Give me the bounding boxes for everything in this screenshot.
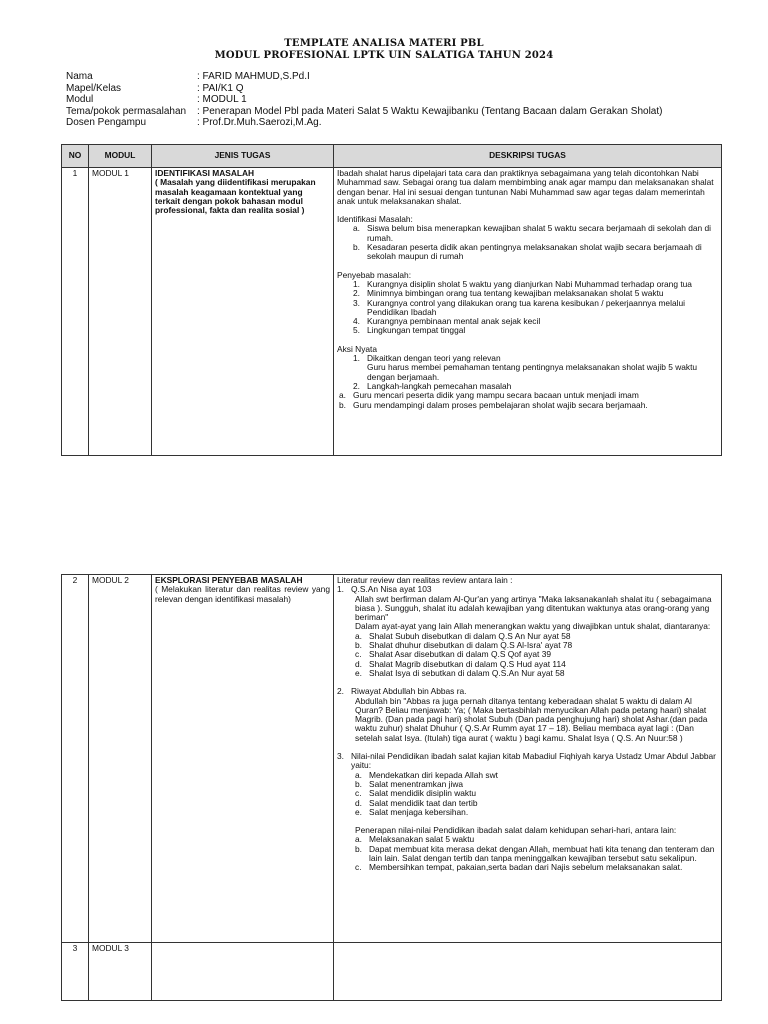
row-no: 2 (62, 575, 89, 943)
list-item: 1. Dikaitkan dengan teori yang relevan (353, 353, 501, 364)
jenis-desc: ( Masalah yang diidentifikasi merupakan masalah keagamaan kontektual yang terkait dengan pokok bahasan modul professional, fakta dan realita sosial ) (155, 177, 316, 216)
list-item: b. Guru mendampingi dalam proses pembelajaran sholat wajib secara berjamaah. (339, 399, 648, 410)
list-item: c. Shalat Asar disebutkan di dalam Q.S Qof ayat 39 (355, 649, 552, 660)
list-item: a. Melaksanakan salat 5 waktu (355, 834, 475, 845)
col-header-jenis: JENIS TUGAS (152, 145, 334, 168)
row-no: 1 (62, 168, 89, 456)
list-item: d. Shalat Magrib disebutkan di dalam Q.S Hud ayat 114 (355, 658, 566, 669)
list-item: 3. Nilai-nilai Pendidikan ibadah salat kajian kitab Mabadiul Fiqhiyah karya Ustadz Umar Abdul Jabbar yaitu: (337, 751, 716, 771)
row-modul: MODUL 1 (89, 168, 152, 456)
row-modul: MODUL 3 (89, 943, 152, 1001)
jenis-title: IDENTIFIKASI MASALAH (155, 168, 255, 178)
doc-title: TEMPLATE ANALISA MATERI PBL (284, 38, 484, 49)
row-no: 3 (62, 943, 89, 1001)
intro-text: Literatur review dan realitas review antara lain : (337, 575, 513, 585)
list-item: a. Mendekatkan diri kepada Allah swt (355, 769, 498, 780)
table-row (62, 575, 722, 943)
list-item: e. Salat menjaga kebersihan. (355, 806, 469, 817)
list-item: c. Salat mendidik disiplin waktu (355, 788, 477, 799)
jenis-title: EKSPLORASI PENYEBAB MASALAH (155, 575, 303, 585)
task-table-part1 (61, 144, 722, 456)
list-item: 4. Kurangnya pembinaan mental anak sejak kecil (353, 316, 541, 327)
info-row-dosen: Dosen Pengampu : Prof.Dr.Muh.Saerozi,M.Ag. (66, 117, 322, 129)
row-deskripsi (334, 168, 722, 456)
col-header-deskripsi: DESKRIPSI TUGAS (334, 145, 722, 168)
jenis-desc: ( Melakukan literatur dan realitas review yang relevan dengan identifikasi masalah) (155, 584, 330, 604)
table-header-row (62, 145, 722, 168)
list-item: 1. Kurangnya disiplin sholat 5 waktu yang dianjurkan Nabi Muhammad terhadap orang tua (353, 278, 692, 289)
row-jenis (152, 943, 334, 1001)
list-item: b. Dapat membuat kita merasa dekat dengan Allah, membuat hati kita tenang dan tenteram dan lain lain. Salat dengan tertib dan tanpa meninggalkan kewajiban tersebut satu sekalipun. (355, 843, 715, 864)
list-item: 3. Kurangnya control yang dilakukan orang tua karena kesibukan / pekerjaannya melalui Pendidikan Ibadah (353, 297, 685, 317)
list-item: a. Siswa belum bisa menerapkan kewajiban shalat 5 waktu secara berjamaah di sekolah dan di rumah. (353, 223, 712, 243)
info-row-mapel: Mapel/Kelas : PAI/K1 Q (66, 82, 244, 94)
item1-text: Allah swt berfirman dalam Al-Qur'an yang artinya "Maka laksanakanlah shalat itu ( sebagaimana biasa ). Sungguh, shalat itu adalah kewajiban yang ditentukan waktunya atas orang-orang yang beriman" (355, 593, 712, 623)
item1-text2: Dalam ayat-ayat yang lain Allah menerangkan waktu yang diwajibkan untuk shalat, diantaranya: (355, 621, 711, 632)
doc-subtitle: MODUL PROFESIONAL LPTK UIN SALATIGA TAHUN 2024 (214, 50, 554, 61)
info-row-modul: Modul : MODUL 1 (66, 94, 247, 106)
list-item: 2. Langkah-langkah pemecahan masalah (353, 380, 512, 391)
list-item: 2. Riwayat Abdullah bin Abbas ra. (337, 686, 467, 697)
list-item: c. Membersihkan tempat, pakaian,serta badan dari Najis sebelum melaksanakan salat. (355, 862, 683, 873)
list-item: d. Salat mendidik taat dan tertib (355, 797, 478, 808)
table-row (62, 943, 722, 1001)
list-item: 5. Lingkungan tempat tinggal (353, 325, 466, 336)
col-header-no: NO (62, 145, 89, 168)
penyebab-label: Penyebab masalah: (337, 269, 412, 280)
row-modul: MODUL 2 (89, 575, 152, 943)
identity-block (66, 71, 662, 129)
task-table-part2 (61, 574, 722, 1001)
table-row (62, 168, 722, 456)
info-row-tema: Tema/pokok permasalahan : Penerapan Model Pbl pada Materi Salat 5 Waktu Kewajibanku (Tentang Bacaan dalam Gerakan Sholat) (66, 105, 663, 117)
list-item: a. Guru mencari peserta didik yang mampu secara bacaan untuk menjadi imam (339, 390, 639, 401)
col-header-modul: MODUL (89, 145, 152, 168)
row-jenis (152, 168, 334, 456)
list-item: 1. Q.S.An Nisa ayat 103 (337, 584, 432, 595)
list-item: a. Shalat Subuh disebutkan di dalam Q.S An Nur ayat 58 (355, 630, 571, 641)
list-item: b. Kesadaran peserta didik akan pentingnya melaksanakan sholat wajib secara berjamaah di sekolah maupun di rumah (353, 242, 702, 262)
aksi-label: Aksi Nyata (337, 343, 378, 354)
info-row-nama: Nama : FARID MAHMUD,S.Pd.I (66, 71, 310, 82)
item3-text2: Penerapan nilai-nilai Pendidikan ibadah salat dalam kehidupan sehari-hari, antara lain: (355, 825, 677, 836)
intro-text: Ibadah shalat harus dipelajari tata cara dan praktiknya sebagaimana yang telah dicontohkan Nabi Muhammad saw. Sebagai orang tua dalam membimbing anak agar mampu dan melaksanakan shalat dengan benar. Hal ini sesuai dengan tuntunan Nabi Muhammad saw agar tegas dalam memerintah anak untuk melaksanakan shalat. (337, 168, 714, 206)
row-deskripsi (334, 943, 722, 1001)
list-item: b. Salat menentramkan jiwa (355, 778, 464, 789)
row-jenis (152, 575, 334, 943)
list-item: e. Shalat Isya di sebutkan di dalam Q.S.An Nur ayat 58 (355, 667, 565, 678)
item2-text: Abdullah bin "Abbas ra juga pernah ditanya tentang keberadaan shalat 5 waktu di dalam Al Quran? Beliau menjawab: Ya; ( Maka bertasbihlah menyucikan Allah pada petang haari) shalat Magrib. (Dan pada pagi hari) sholat Subuh (Dan pada penghujung hari) sholat Ashar.(dan pada waktu zuhur) shalat Dhuhur ( Q.S.Ar Rumm ayat 17 – 18). Beliau membaca ayat lagi : (Dan setelah salat Isya. (Itulah) tiga aurat ( waktu ) bagi kamu. Shalat Isya ( Q.S. An Nuur:58 ) (355, 695, 708, 743)
row-deskripsi (334, 575, 722, 943)
identifikasi-label: Identifikasi Masalah: (337, 214, 413, 225)
list-item: b. Shalat dhuhur disebutkan di dalam Q.S Al-Isra' ayat 78 (355, 640, 573, 651)
aksi1-detail: Guru harus membei pemahaman tentang pentingnya melaksanakan sholat wajib 5 waktu dengan berjamaah. (367, 362, 698, 382)
list-item: 2. Minimnya bimbingan orang tua tentang kewajiban melaksanakan sholat 5 waktu (353, 288, 664, 299)
